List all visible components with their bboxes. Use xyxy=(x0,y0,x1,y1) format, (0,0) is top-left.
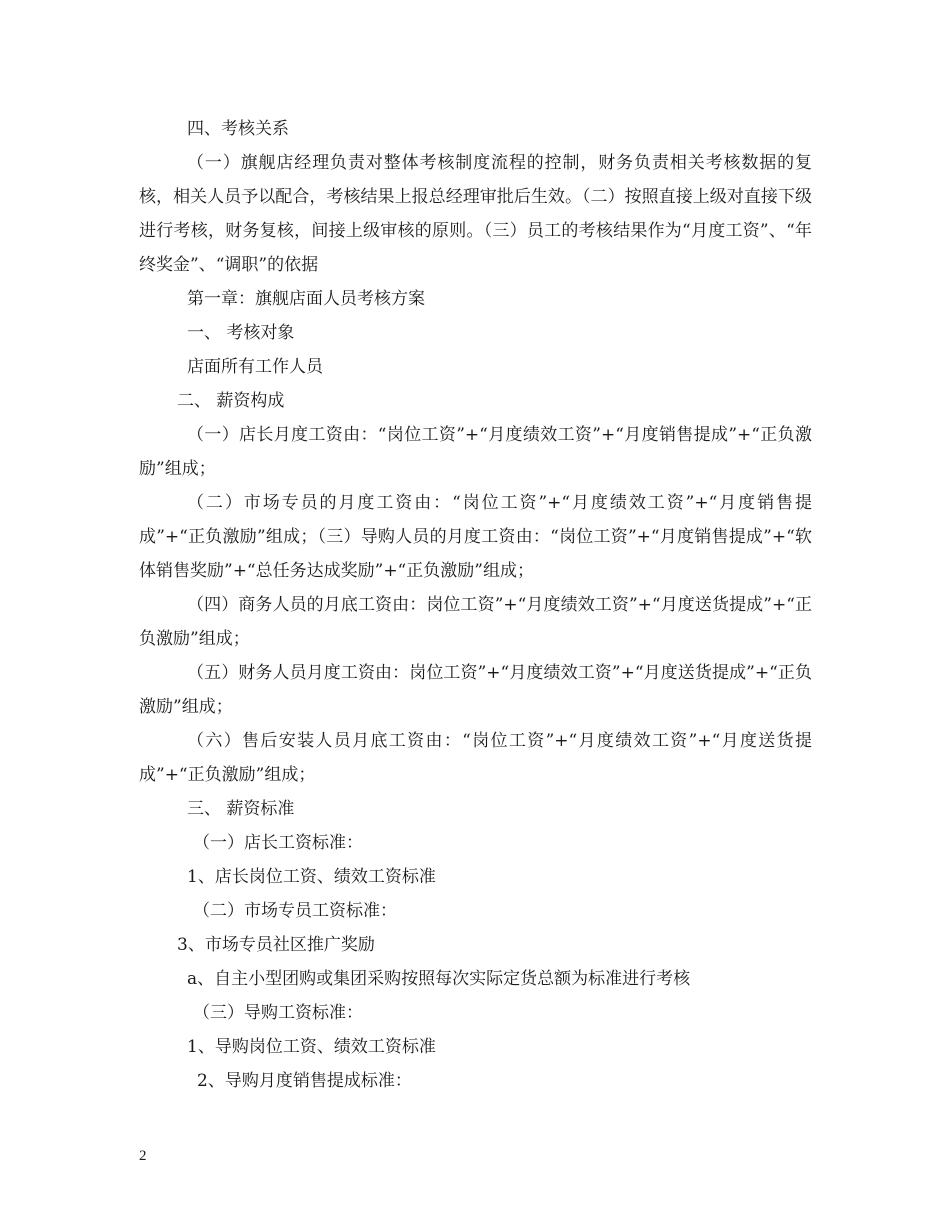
body-paragraph: （四）商务人员的月底工资由：岗位工资”+“月度绩效工资”+“月度送货提成”+“正负激励”组成； xyxy=(139,595,812,649)
body-paragraph: （一）店长月度工资由：“岗位工资”+“月度绩效工资”+“月度销售提成”+“正负激励”组成； xyxy=(139,425,812,479)
subsection-heading: （二）市场专员工资标准： xyxy=(193,901,397,921)
list-item: 1、导购岗位工资、绩效工资标准 xyxy=(187,1037,436,1057)
body-paragraph: 店面所有工作人员 xyxy=(187,357,323,377)
section-heading: 四、考核关系 xyxy=(187,119,289,139)
body-paragraph: （一）旗舰店经理负责对整体考核制度流程的控制，财务负责相关考核数据的复核，相关人员予以配合，考核结果上报总经理审批后生效。（二）按照直接上级对直接下级进行考核，财务复核，间接上级审核的原则。（三）员工的考核结果作为“月度工资”、“年终奖金”、“调职”的依据 xyxy=(139,153,812,275)
subsection-heading: （三）导购工资标准： xyxy=(193,1003,363,1023)
subsection-heading: （一）店长工资标准： xyxy=(193,833,363,853)
section-heading: 一、 考核对象 xyxy=(187,323,295,343)
body-paragraph: （二）市场专员的月度工资由：“岗位工资”+“月度绩效工资”+“月度销售提成”+“正负激励”组成；（三）导购人员的月度工资由：“岗位工资”+“月度销售提成”+“软体销售奖励”+“总任务达成奖励”+“正负激励”组成； xyxy=(139,493,812,581)
section-heading: 二、 薪资构成 xyxy=(177,391,285,411)
body-paragraph: （五）财务人员月度工资由：岗位工资”+“月度绩效工资”+“月度送货提成”+“正负激励”组成； xyxy=(139,663,812,717)
section-heading: 三、 薪资标准 xyxy=(187,799,295,819)
list-item: 2、导购月度销售提成标准： xyxy=(197,1071,412,1091)
list-item: 3、市场专员社区推广奖励 xyxy=(177,935,375,955)
chapter-heading: 第一章：旗舰店面人员考核方案 xyxy=(187,289,425,309)
list-item: 1、店长岗位工资、绩效工资标准 xyxy=(187,867,436,887)
document-body xyxy=(139,112,812,1098)
page-number: 2 xyxy=(139,1148,147,1164)
body-paragraph: （六）售后安装人员月底工资由：“岗位工资”+“月度绩效工资”+“月度送货提成”+“正负激励”组成； xyxy=(139,731,812,785)
list-item: a、自主小型团购或集团采购按照每次实际定货总额为标准进行考核 xyxy=(187,969,691,989)
